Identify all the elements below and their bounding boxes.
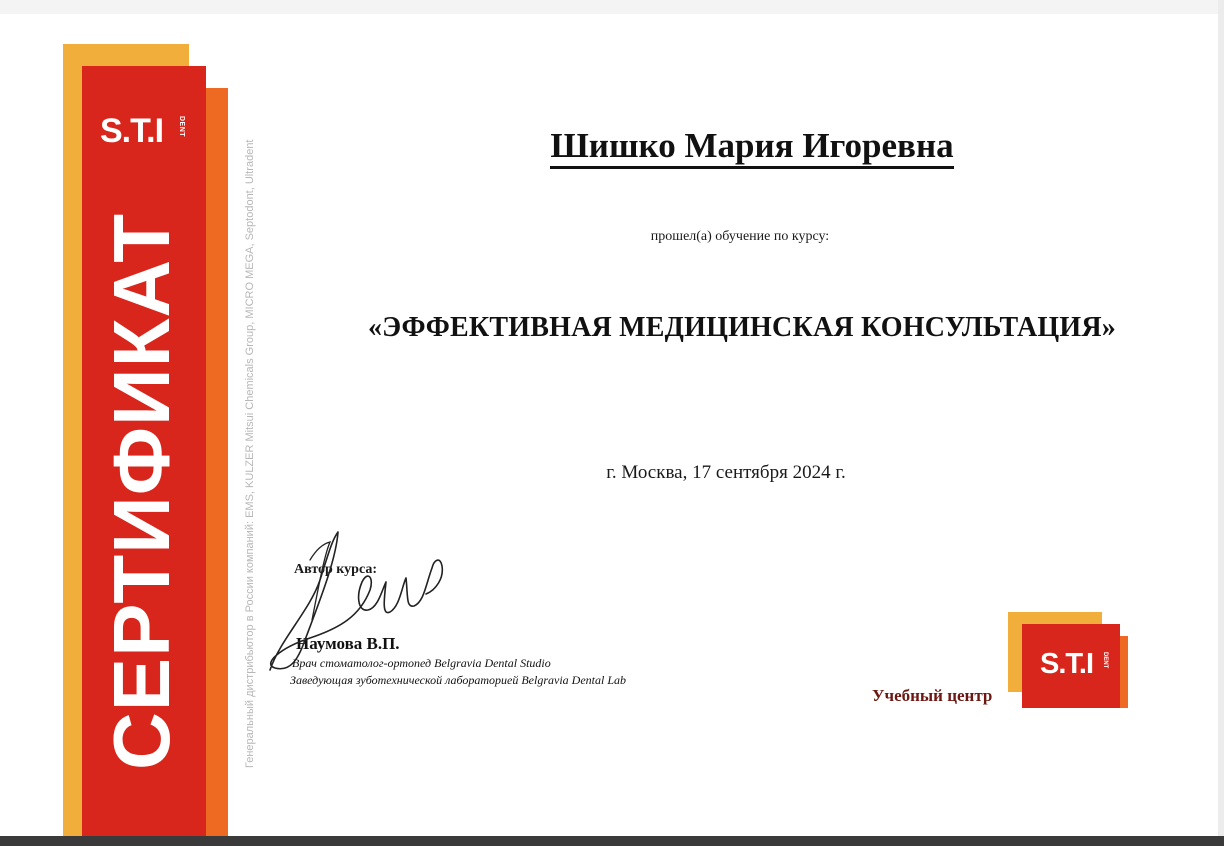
author-label: Автор курса: bbox=[294, 562, 378, 577]
scan-edge-bottom bbox=[0, 836, 1224, 846]
certificate-title: СЕРТИФИКАТ bbox=[97, 212, 186, 770]
logo-sub: DENT bbox=[178, 116, 185, 138]
author-name: Наумова В.П. bbox=[296, 634, 400, 653]
author-role-1: Врач стоматолог-ортопед Belgravia Dental Studio bbox=[292, 656, 551, 670]
intro-text: прошел(а) обучение по курсу: bbox=[650, 229, 830, 244]
footer-logo-sub: DENT bbox=[1102, 652, 1108, 669]
author-role-2: Заведующая зуботехнической лабораторией Belgravia Dental Lab bbox=[290, 673, 627, 687]
signature-image bbox=[250, 520, 460, 690]
footer-logo-mark: S.T.I bbox=[1040, 648, 1094, 680]
recipient-name: Шишко Мария Игоревна bbox=[550, 126, 953, 169]
sti-dent-logo bbox=[100, 112, 210, 158]
scan-edge-top bbox=[0, 0, 1224, 14]
logo-mark: S.T.I bbox=[100, 112, 164, 150]
scan-edge-right bbox=[1218, 0, 1224, 846]
course-title: «ЭФФЕКТИВНАЯ МЕДИЦИНСКАЯ КОНСУЛЬТАЦИЯ» bbox=[367, 312, 1117, 343]
recipient-name-block bbox=[420, 126, 1084, 166]
place-date: г. Москва, 17 сентября 2024 г. bbox=[606, 462, 846, 483]
training-center-label: Учебный центр bbox=[872, 686, 993, 705]
distributor-note: Генеральный дистрибьютор в России компаний: EMS, KULZER Mitsui Chemicals Group, MICRO MEGA, Septodont, Ultradent bbox=[244, 139, 256, 768]
